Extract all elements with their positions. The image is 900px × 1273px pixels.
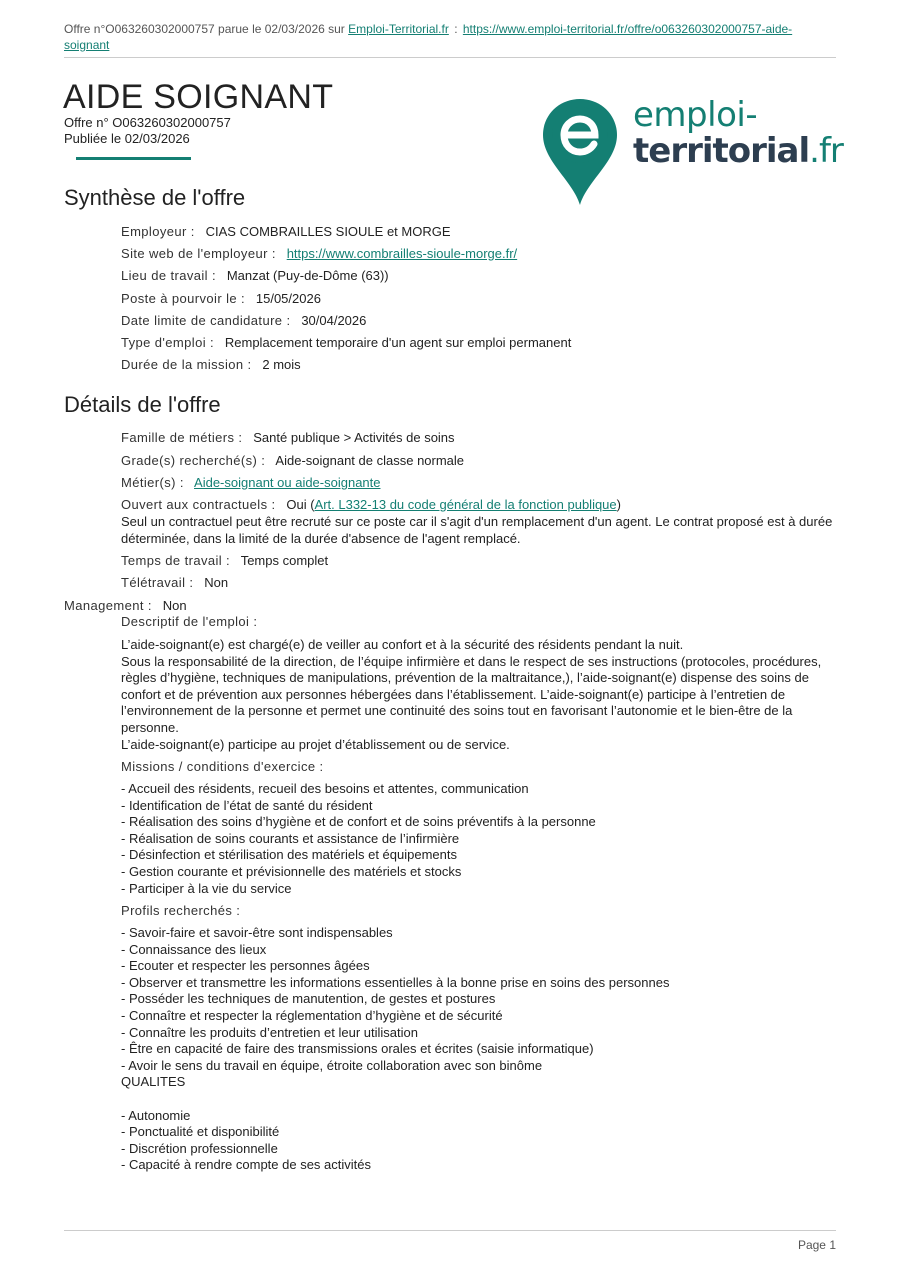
descriptif-label: Descriptif de l'emploi : xyxy=(121,614,258,629)
logo-line-1: emploi- xyxy=(633,95,758,135)
logo-line-2 xyxy=(633,131,843,171)
contractuels-field xyxy=(121,497,836,513)
metier-link[interactable]: Aide-soignant ou aide-soignante xyxy=(194,475,381,490)
management-label: Management : xyxy=(64,598,152,613)
famille-field xyxy=(121,430,836,446)
site-web-label: Site web de l'employeur : xyxy=(121,246,276,261)
grade-value: Aide-soignant de classe normale xyxy=(275,453,465,468)
descriptif-text: L’aide-soignant(e) est chargé(e) de veiller au confort et à la sécurité des résidents pendant la nuit. Sous la responsabilité de la direction, de l’équipe infirmière et dans le respect de ses instructions (protocoles, procédures, règles d’hygiène, techniques de manipulations, prévention de la maltraitance,), l’aide-soignant(e) dispense des soins de confort et de prévention aux personnes hébergées dans l’établissement. L’aide-soignant(e) participe à l’entretien de l’environnement de la personne et permet une continuité des soins tout en favorisant l’autonomie et le bien-être de la personne. L’aide-soignant(e) participe au projet d’établissement ou de service. xyxy=(121,637,822,752)
offer-url-link[interactable]: https://www.emploi-territorial.fr/offre/o063260302000757-aide-soignant xyxy=(64,22,793,52)
site-web-link[interactable]: https://www.combrailles-sioule-morge.fr/ xyxy=(286,246,518,261)
offer-header-line xyxy=(64,21,836,53)
poste-value: 15/05/2026 xyxy=(255,291,321,306)
type-emploi-label: Type d'emploi : xyxy=(121,335,215,350)
date-limite-value: 30/04/2026 xyxy=(301,313,367,328)
synthese-heading: Synthèse de l'offre xyxy=(64,185,246,210)
date-limite-field xyxy=(121,313,836,329)
employeur-label: Employeur : xyxy=(121,224,195,239)
management-value: Non xyxy=(162,598,187,613)
temps-value: Temps complet xyxy=(240,553,329,568)
footer-divider xyxy=(64,1230,836,1231)
descriptif-label-row xyxy=(121,614,836,630)
lieu-label: Lieu de travail : xyxy=(121,268,216,283)
contractuels-label: Ouvert aux contractuels : xyxy=(121,497,276,512)
missions-text: - Accueil des résidents, recueil des besoins et attentes, communication - Identification de l’état de santé du résident - Réalisation des soins d’hygiène et de confort et de soins préventifs à la personne - Réalisation de soins courants et assistance de l’infirmière - Désinfection et stérilisation des matériels et équipements - Gestion courante et prévisionnelle des matériels et stocks - Participer à la vie du service xyxy=(121,781,596,896)
teletravail-label: Télétravail : xyxy=(121,575,194,590)
type-emploi-field xyxy=(121,335,836,351)
temps-label: Temps de travail : xyxy=(121,553,231,568)
teletravail-value: Non xyxy=(204,575,229,590)
missions-label-row xyxy=(121,759,836,775)
details-heading: Détails de l'offre xyxy=(64,392,221,417)
offer-number: Offre n° O063260302000757 xyxy=(64,115,231,130)
site-web-field xyxy=(121,246,836,262)
type-emploi-value: Remplacement temporaire d'un agent sur emploi permanent xyxy=(224,335,572,350)
header-divider xyxy=(64,57,836,58)
grade-field xyxy=(121,453,836,469)
logo-fr-suffix: .fr xyxy=(809,131,843,171)
page-title: AIDE SOIGNANT xyxy=(63,78,334,116)
emploi-territorial-logo xyxy=(540,95,843,207)
title-accent-bar xyxy=(76,157,191,160)
code-fonction-publique-link[interactable]: Art. L332-13 du code général de la fonction publique xyxy=(314,497,617,512)
metier-field xyxy=(121,475,836,491)
teletravail-field xyxy=(121,575,836,591)
duree-value: 2 mois xyxy=(262,357,301,372)
employeur-value: CIAS COMBRAILLES SIOULE et MORGE xyxy=(205,224,451,239)
header-colon: : xyxy=(454,22,458,36)
management-field xyxy=(64,598,187,614)
lieu-field xyxy=(121,268,836,284)
contractuels-value-suffix: ) xyxy=(616,497,621,512)
emploi-territorial-link[interactable]: Emploi-Territorial.fr xyxy=(348,22,449,36)
offer-header-prefix: Offre n°O063260302000757 parue le 02/03/2026 sur xyxy=(64,22,345,36)
temps-field xyxy=(121,553,836,569)
poste-field xyxy=(121,291,836,307)
grade-label: Grade(s) recherché(s) : xyxy=(121,453,266,468)
duree-label: Durée de la mission : xyxy=(121,357,252,372)
contractuels-note: Seul un contractuel peut être recruté sur ce poste car il s'agit d'un remplacement d'un agent. Le contrat proposé est à durée déterminée, dans la limité de la durée d'absence de l'agent remplacé. xyxy=(121,514,833,546)
missions-label: Missions / conditions d'exercice : xyxy=(121,759,324,774)
date-limite-label: Date limite de candidature : xyxy=(121,313,291,328)
page-number: Page 1 xyxy=(797,1238,836,1252)
famille-value: Santé publique > Activités de soins xyxy=(253,430,455,445)
duree-field xyxy=(121,357,836,373)
metier-label: Métier(s) : xyxy=(121,475,184,490)
employeur-field xyxy=(121,224,836,240)
poste-label: Poste à pourvoir le : xyxy=(121,291,246,306)
profils-text: - Savoir-faire et savoir-être sont indispensables - Connaissance des lieux - Ecouter et respecter les personnes âgées - Observer et transmettre les informations essentielles à la bonne prise en soins des personnes - Posséder les techniques de manutention, de gestes et postures - Connaître et respecter la réglementation d’hygiène et de sécurité - Connaître les produits d’entretien et leur utilisation - Être en capacité de faire des transmissions orales et écrites (saisie informatique) - Avoir le sens du travail en équipe, étroite collaboration avec son binôme QUALITES - Autonomie - Ponctualité et disponibilité - Discrétion professionnelle - Capacité à rendre compte de ses activités xyxy=(121,925,670,1173)
famille-label: Famille de métiers : xyxy=(121,430,243,445)
published-date: Publiée le 02/03/2026 xyxy=(64,131,190,146)
contractuels-value-prefix: Oui ( xyxy=(286,497,315,512)
location-pin-e-icon xyxy=(540,95,620,207)
logo-territorial-word: territorial xyxy=(633,131,810,171)
profils-label-row xyxy=(121,903,836,919)
lieu-value: Manzat (Puy-de-Dôme (63)) xyxy=(226,268,389,283)
profils-label: Profils recherchés : xyxy=(121,903,241,918)
